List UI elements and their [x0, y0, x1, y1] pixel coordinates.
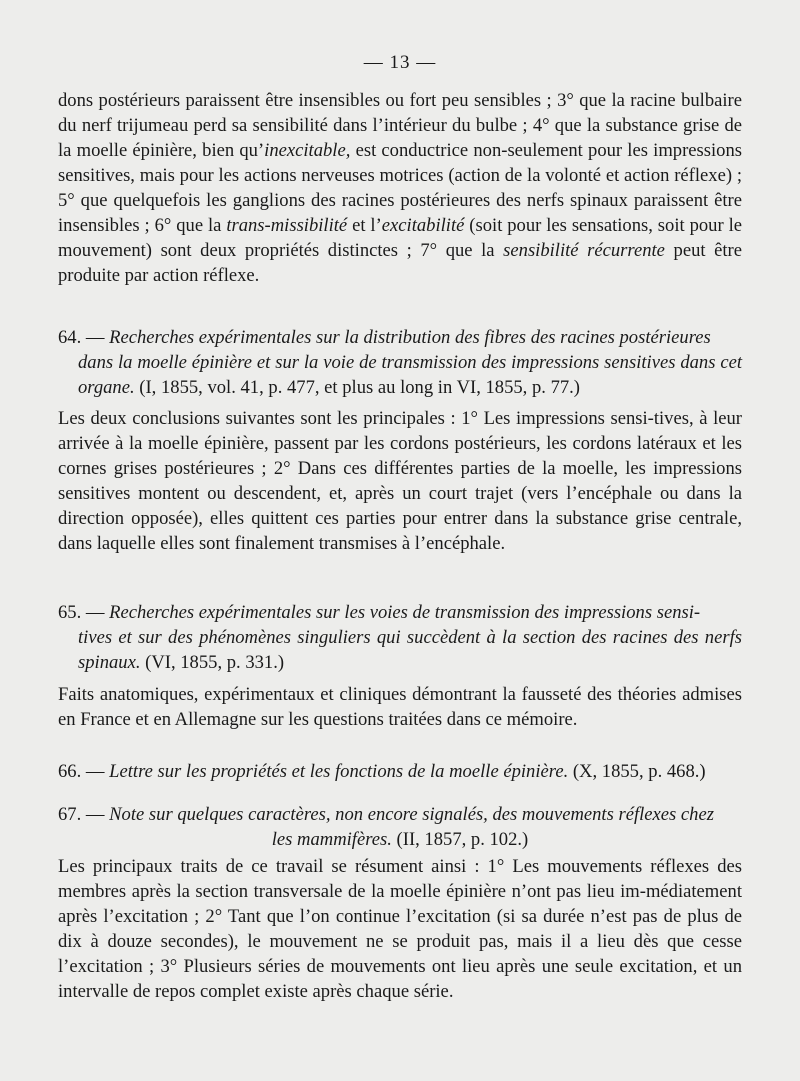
text-run: et l’	[347, 215, 382, 236]
entry-title-line1: Recherches expérimentales sur la distribution des fibres des racines postérieures	[109, 327, 711, 348]
paragraph-64: Les deux conclusions suivantes sont les principales : 1° Les impressions sensi-tives, à leur arrivée à la moelle épinière, passent par les cordons postérieurs, les cordons latéraux et les cornes grises postérieures ; 2° Dans ces différentes parties de la moelle, les impressions sensitives montent ou descendent, et, après un court trajet (vers l’encéphale ou dans la direction opposée), elles quittent ces parties pour entrer dans la substance grise centrale, dans laquelle elles sont finalement transmises à l’encéphale.	[58, 408, 742, 554]
entry-title-line2: tives et sur des phénomènes singuliers qui succèdent à la section des racines des nerfs spinaux.	[78, 627, 742, 673]
entry-title-continuation	[58, 625, 742, 675]
entry-reference: (VI, 1855, p. 331.)	[140, 652, 285, 673]
paragraph-65: Faits anatomiques, expérimentaux et cliniques démontrant la fausseté des théories admises en France et en Allemagne sur les questions traitées dans ce mémoire.	[58, 684, 742, 730]
entry-title-line2: les mammifères.	[271, 829, 392, 850]
entry-number: 64. —	[58, 327, 105, 348]
page-number: — 13 —	[363, 52, 437, 73]
text-run: peut être produite par action réflexe.	[58, 240, 742, 286]
italic-run: inexcitable,	[264, 140, 351, 161]
entry-reference: (II, 1857, p. 102.)	[391, 829, 529, 850]
bibliography-entry-65	[58, 600, 742, 675]
entry-title-continuation	[58, 350, 742, 400]
bibliography-entry-66	[58, 759, 742, 784]
entry-number: 67. —	[58, 804, 105, 825]
entry-title: Lettre sur les propriétés et les fonctions de la moelle épinière.	[109, 761, 569, 782]
text-run: est conductrice non-seulement pour les impressions sensitives, mais pour les actions nerveuses motrices (action de la volonté et action réflexe) ; 5° que quelquefois les ganglions des racines postérieures des nerfs spinaux paraissent être insensibles ; 6° que la	[58, 140, 743, 236]
entry-reference: (X, 1855, p. 468.)	[568, 761, 706, 782]
entry-number: 66. —	[58, 761, 105, 782]
paragraph-67: Les principaux traits de ce travail se résument ainsi : 1° Les mouvements réflexes des membres après la section transversale de la moelle épinière n’ont pas lieu im-médiatement après l’excitation ; 2° Tant que l’on continue l’excitation (si sa durée n’est pas de plus de dix à douze secondes), le mouvement ne se produit pas, mais il a lieu dès que cesse l’excitation ; 3° Plusieurs séries de mouvements ont lieu après une seule excitation, et un intervalle de repos complet existe après chaque série.	[58, 856, 742, 1002]
entry-title-line1: Recherches expérimentales sur les voies de transmission des impressions sensi-	[109, 602, 701, 623]
italic-run: trans-missibilité	[226, 215, 348, 236]
entry-title-continuation	[58, 827, 742, 852]
entry-reference: (I, 1855, vol. 41, p. 477, et plus au long in VI, 1855, p. 77.)	[134, 377, 581, 398]
continuation-paragraph	[58, 88, 742, 288]
bibliography-entry-67	[58, 802, 742, 852]
italic-run: sensibilité récurrente	[503, 240, 665, 261]
entry-number: 65. —	[58, 602, 105, 623]
italic-run: excitabilité	[381, 215, 465, 236]
entry-title-line2: dans la moelle épinière et sur la voie de transmission des impressions sensitives dans cet organe.	[78, 352, 742, 398]
bibliography-entry-64	[58, 325, 742, 400]
text-run: (soit pour les sensations, soit pour le mouvement) sont deux propriétés distinctes ; 7° que la	[58, 215, 742, 261]
text-run: dons postérieurs paraissent être insensibles ou fort peu sensibles ; 3° que la racine bulbaire du nerf trijumeau perd sa sensibilité dans l’intérieur du bulbe ; 4° que la substance grise de la moelle épinière, bien qu’	[58, 90, 742, 161]
entry-title-line1: Note sur quelques caractères, non encore signalés, des mouvements réflexes chez	[109, 804, 714, 825]
